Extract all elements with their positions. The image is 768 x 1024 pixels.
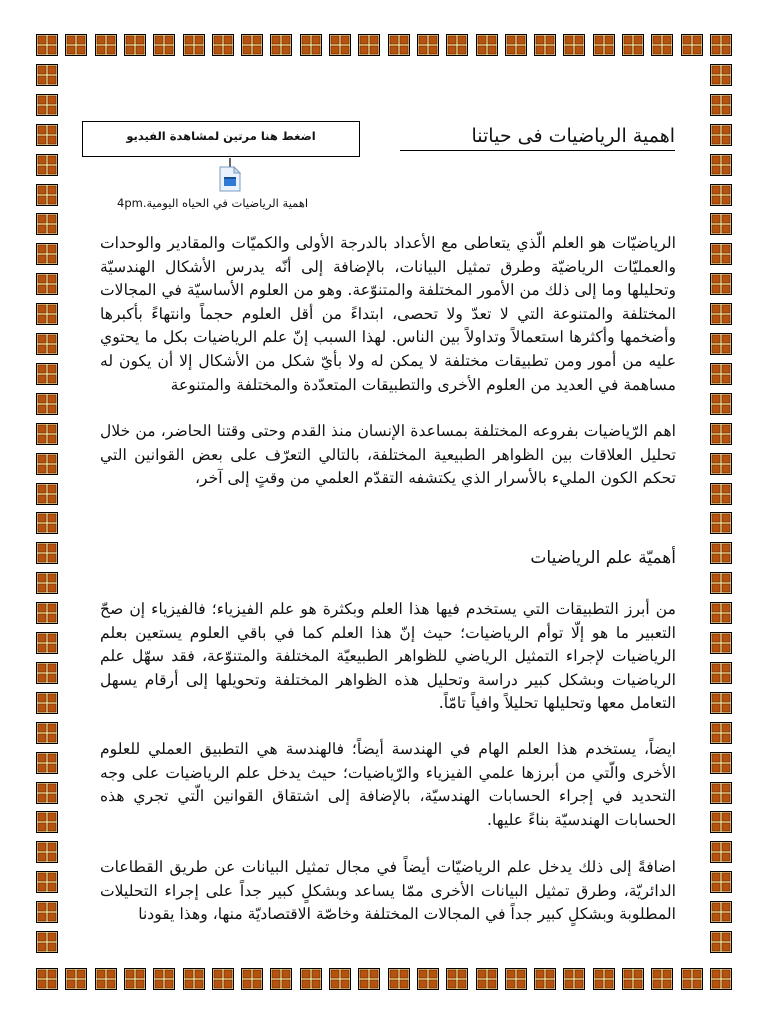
brick-tile (36, 931, 58, 953)
brick-tile (710, 273, 732, 295)
brick-tile (710, 64, 732, 86)
brick-tile (36, 602, 58, 624)
brick-tile (710, 662, 732, 684)
brick-tile (183, 34, 205, 56)
brick-tile (710, 243, 732, 265)
brick-tile (36, 303, 58, 325)
brick-tile (622, 968, 644, 990)
brick-tile (710, 124, 732, 146)
paragraph-intro: الرياضيّات هو العلم الّذي يتعاطى مع الأعداد بالدرجة الأولى والكميّات والمقادير والوحدات والعمليّات الرياضيّة وطرق تمثيل البيانات، بالإضافة إلى أنّه يدرس الأشكال الهندسيّة وتحليلها وما إلى ذلك من الأمور المختلفة والمتنوّعة. وهو من العلوم الأساسيّة في المجالات المختلفة والمتنوعة التي لا تعدّ ولا تحصى، ابتداءً من أقل العلوم حجماً وانتهاءً بأكبرها وأضخمها وأكثرها استعمالاً وتداولاً بين الناس. لهذا السبب إنّ علم الرياضيات بكل ما يحتوي عليه من أمور ومن تطبيقات مختلفة لا يمكن له ولا بأيّ شكل من الأشكال إلا أن يكون له مساهمة في العديد من العلوم الأخرى والتطبيقات المتعدّدة والمختلفة والمتنوعة (100, 234, 676, 394)
brick-tile (153, 34, 175, 56)
brick-tile (36, 184, 58, 206)
brick-tile (65, 34, 87, 56)
brick-tile (36, 363, 58, 385)
brick-tile (388, 968, 410, 990)
brick-tile (710, 841, 732, 863)
brick-tile (446, 968, 468, 990)
brick-tile (710, 752, 732, 774)
brick-tile (36, 154, 58, 176)
brick-tile (36, 841, 58, 863)
brick-tile (95, 34, 117, 56)
brick-tile (417, 34, 439, 56)
brick-tile (710, 572, 732, 594)
brick-tile (710, 968, 732, 990)
brick-tile (36, 871, 58, 893)
paragraph-physics: من أبرز التطبيقات التي يستخدم فيها هذا العلم وبكثرة هو علم الفيزياء؛ فالفيزياء إن صحّ التعبير ما هو إلّا توأم الرياضيات؛ حيث إنّ هذا العلم كما في باقي العلوم يستعين بعلم الرياضيات لإجراء التمثيل الرياضي للظواهر الطبيعيّة المختلفة والمتنوّعة، فقد سهّل علم الرياضيات وبشكل كبير دراسة وتحليل هذه الظواهر المختلفة وتحويلها إلى أرقام يسهل التعامل معها وتحليلها تحليلاً وافياً تامّاً. (100, 600, 677, 713)
brick-tile (358, 34, 380, 56)
brick-tile (593, 34, 615, 56)
brick-tile (710, 393, 732, 415)
paragraph-data: اضافةً إلى ذلك يدخل علم الرياضيّات أيضاً في مجال تمثيل البيانات عن طريق القطاعات الدائريّة، وطرق تمثيل البيانات الأخرى ممّا يساعد وبشكلٍ كبير جداً على إجراء التحليلات المطلوبة وبشكلٍ كبير جداً في المجالات المختلفة وخاصّة الاقتصاديّة منها، وهذا يقودنا (100, 858, 676, 924)
video-link-box[interactable] (82, 121, 360, 157)
brick-tile (300, 968, 322, 990)
brick-tile (710, 184, 732, 206)
brick-tile (710, 512, 732, 534)
brick-tile (36, 273, 58, 295)
brick-tile (241, 968, 263, 990)
brick-tile (212, 34, 234, 56)
brick-tile (329, 968, 351, 990)
brick-tile (681, 34, 703, 56)
brick-tile (710, 692, 732, 714)
section-heading: أهميّة علم الرياضيات (530, 548, 676, 568)
brick-tile (417, 968, 439, 990)
brick-tile (446, 34, 468, 56)
brick-tile (710, 303, 732, 325)
brick-tile (124, 968, 146, 990)
brick-tile (36, 752, 58, 774)
brick-tile (36, 512, 58, 534)
brick-tile (505, 968, 527, 990)
brick-tile (36, 811, 58, 833)
brick-tile (36, 483, 58, 505)
brick-tile (710, 94, 732, 116)
brick-tile (651, 968, 673, 990)
brick-tile (710, 423, 732, 445)
brick-tile (534, 34, 556, 56)
brick-tile (95, 968, 117, 990)
brick-tile (651, 34, 673, 56)
brick-tile (358, 968, 380, 990)
brick-tile (36, 393, 58, 415)
brick-tile (36, 453, 58, 475)
brick-tile (710, 333, 732, 355)
brick-tile (270, 968, 292, 990)
brick-tile (710, 34, 732, 56)
page-title: اهمية الرياضيات فى حياتنا (400, 124, 675, 151)
brick-tile (710, 782, 732, 804)
brick-tile (593, 968, 615, 990)
brick-tile (36, 632, 58, 654)
brick-tile (710, 632, 732, 654)
brick-tile (65, 968, 87, 990)
brick-tile (710, 901, 732, 923)
brick-tile (710, 811, 732, 833)
brick-tile (241, 34, 263, 56)
brick-tile (710, 871, 732, 893)
brick-tile (563, 968, 585, 990)
brick-tile (563, 34, 585, 56)
brick-tile (212, 968, 234, 990)
brick-tile (36, 572, 58, 594)
brick-tile (534, 968, 556, 990)
brick-tile (710, 453, 732, 475)
video-file-caption[interactable]: اهمية الرياضيات في الحياه اليومية.4pm (117, 196, 309, 210)
brick-tile (36, 423, 58, 445)
brick-tile (124, 34, 146, 56)
brick-tile (36, 243, 58, 265)
brick-tile (300, 34, 322, 56)
brick-tile (710, 931, 732, 953)
brick-tile (476, 968, 498, 990)
brick-tile (36, 722, 58, 744)
video-file-icon[interactable] (218, 166, 242, 192)
brick-tile (710, 363, 732, 385)
brick-tile (36, 94, 58, 116)
paragraph-history: اهم الرّياضيات بفروعه المختلفة بمساعدة الإنسان منذ القدم وحتى وقتنا الحاضر، من خلال تحليل العلاقات بين الظواهر الطبيعية المختلفة، بالتالي التعرّف على بعض القوانين التي تحكم الكون المليء بالأسرار الذي يكتشفه التقدّم العلمي من وقتٍ إلى آخر، (100, 422, 676, 488)
brick-tile (36, 213, 58, 235)
brick-tile (36, 968, 58, 990)
video-link-label: اضغط هنا مرتين لمشاهدة الفيديو (126, 129, 316, 143)
brick-tile (681, 968, 703, 990)
brick-tile (36, 901, 58, 923)
brick-tile (505, 34, 527, 56)
brick-tile (270, 34, 292, 56)
brick-tile (710, 213, 732, 235)
brick-tile (710, 602, 732, 624)
brick-tile (329, 34, 351, 56)
brick-tile (36, 542, 58, 564)
brick-tile (710, 722, 732, 744)
brick-tile (710, 154, 732, 176)
brick-tile (36, 124, 58, 146)
brick-tile (153, 968, 175, 990)
brick-tile (36, 782, 58, 804)
brick-tile (476, 34, 498, 56)
brick-tile (36, 64, 58, 86)
brick-tile (710, 542, 732, 564)
brick-tile (36, 333, 58, 355)
brick-tile (36, 692, 58, 714)
brick-tile (183, 968, 205, 990)
brick-tile (36, 34, 58, 56)
brick-tile (36, 662, 58, 684)
brick-tile (710, 483, 732, 505)
brick-tile (388, 34, 410, 56)
brick-tile (622, 34, 644, 56)
paragraph-engineering: ايضاً، يستخدم هذا العلم الهام في الهندسة أيضاً؛ فالهندسة هي التطبيق العملي للعلوم الأخرى والّتي من أبرزها علمي الفيزياء والرّياضيات؛ حيث يدخل علم الرياضيات على وجه التحديد في إجراء الحسابات الهندسيّة، بالإضافة إلى اشتقاق القوانين الّتي تجري هذه الحسابات الهندسيّة بناءً عليها. (100, 740, 676, 829)
